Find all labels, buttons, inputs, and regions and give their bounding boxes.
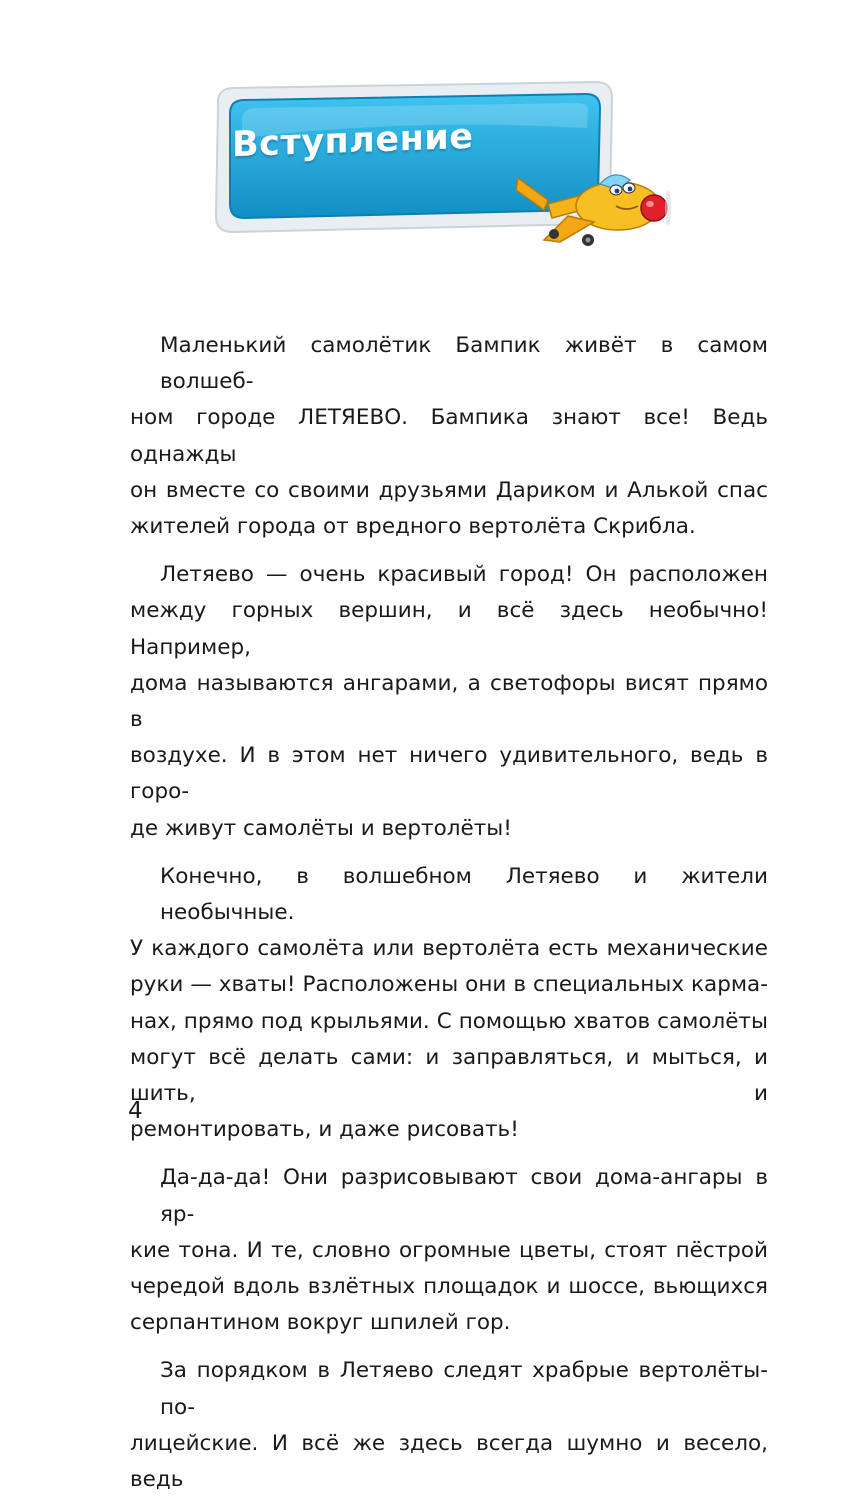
text-line: руки — хваты! Расположены они в специальных карма-	[130, 972, 768, 998]
text-line: За порядком в Летяево следят храбрые вертолёты-по-	[160, 1358, 768, 1420]
text-line: де живут самолёты и вертолёты!	[130, 815, 512, 841]
text-line: лицейские. И всё же здесь всегда шумно и весело, ведь	[130, 1430, 768, 1493]
text-line: жителей города от вредного вертолёта Скрибла.	[130, 514, 696, 540]
text-line: У каждого самолёта или вертолёта есть механические	[130, 936, 768, 962]
text-line: кие тона. И те, словно огромные цветы, стоят пёстрой	[130, 1237, 768, 1263]
text-line: ном городе ЛЕТЯЕВО. Бампика знают все! Ведь однажды	[130, 405, 768, 467]
text-line: Маленький самолётик Бампик живёт в самом волшеб-	[160, 333, 768, 395]
text-line: дома называются ангарами, а светофоры висят прямо в	[130, 670, 768, 733]
paragraph-3	[130, 859, 768, 1149]
text-line: могут всё делать сами: и заправляться, и мыться, и шить, и	[130, 1044, 768, 1107]
text-line: Летяево — очень красивый город! Он расположен	[160, 562, 768, 588]
text-line: нах, прямо под крыльями. С помощью хватов самолёты	[130, 1008, 768, 1034]
paragraph-4	[130, 1160, 768, 1341]
text-line: ремонтировать, и даже рисовать!	[130, 1117, 519, 1143]
story-text	[130, 328, 768, 1510]
text-line: между горных вершин, и всё здесь необычно! Например,	[130, 598, 768, 660]
text-line: он вместе со своими друзьями Дариком и Алькой спас	[130, 477, 768, 503]
text-line: воздухе. И в этом нет ничего удивительного, ведь в горо-	[130, 743, 768, 805]
text-line: чередой вдоль взлётных площадок и шоссе, вьющихся	[130, 1274, 768, 1300]
page-number: 4	[128, 1098, 143, 1124]
text-line: Да-да-да! Они разрисовывают свои дома-ангары в яр-	[160, 1165, 768, 1227]
paragraph-2	[130, 557, 768, 847]
paragraph-1	[130, 328, 768, 545]
chapter-title: Вступление	[232, 116, 474, 166]
text-line: Конечно, в волшебном Летяево и жители необычные.	[160, 863, 768, 926]
text-line: серпантином вокруг шпилей гор.	[130, 1310, 511, 1336]
cartoon-airplane-icon	[508, 160, 673, 248]
paragraph-5	[130, 1353, 768, 1498]
